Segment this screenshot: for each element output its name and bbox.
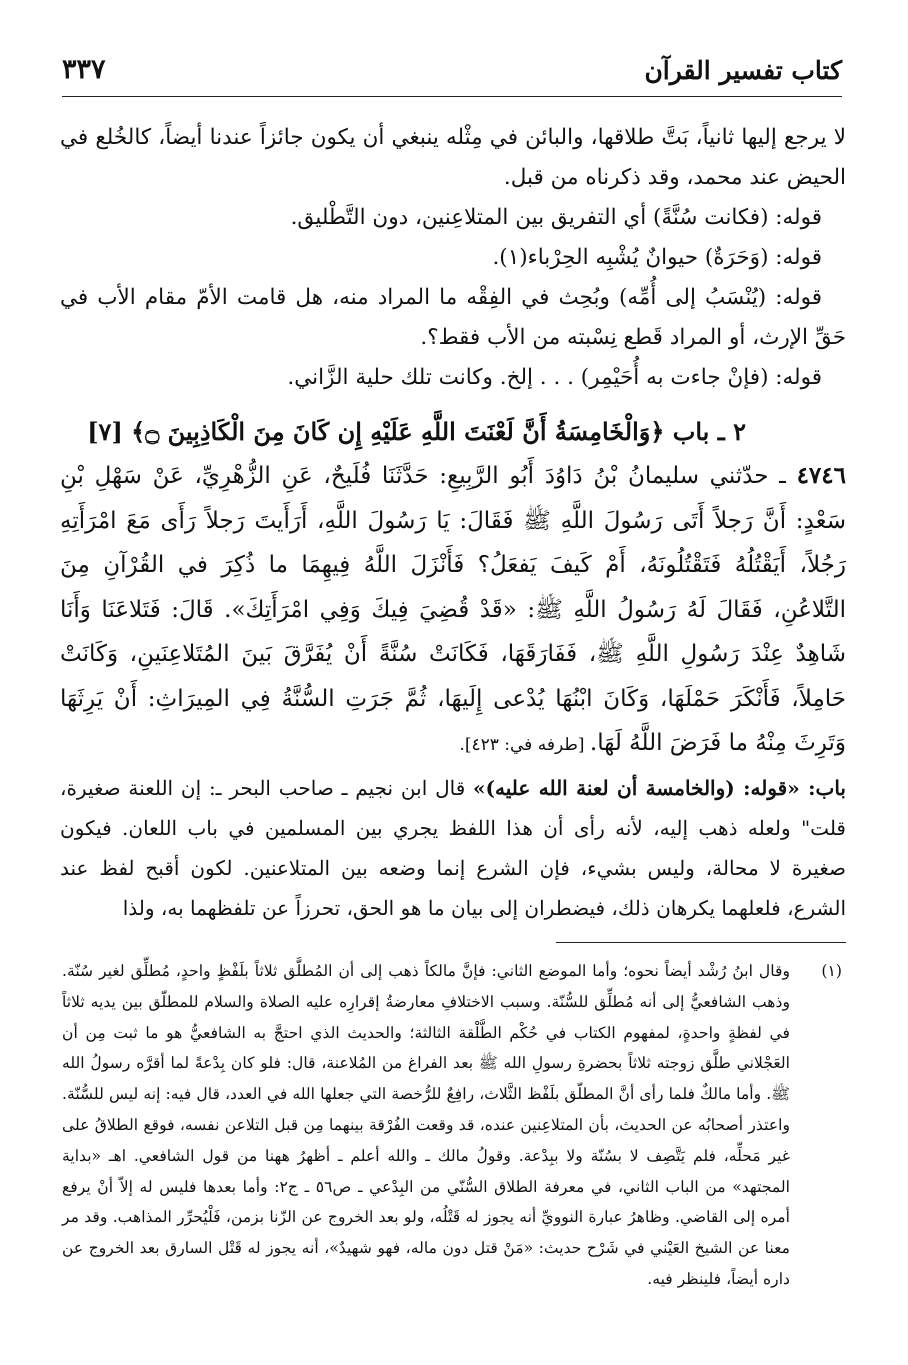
footnote-text: وقال ابنُ رُشْد أيضاً نحوه؛ وأما الموضع الثاني: فإنَّ مالكاً ذهب إلى أن المُطلَّق ثلاثاً بلَفْظٍ واحدٍ، مُطلِّق لغير سُنّة. وذهب الشافعيُّ إلى أنه مُطلِّق للسُّنّة. وسبب الاختلافِ معارضةُ إقرارِه عليه الصلاة والسلام للمطلّق بين يديه ثلاثاً في لفظةٍ واحدةٍ، لمفهوم الكتاب في حُكْم الطَّلْقة الثالثة؛ والحديث الذي احتجَّ به الشافعيُّ هو ما ثبت مِن أن العَجْلاني طلَّق زوجته ثلاثاً بحضرةِ رسولِ الله ﷺ بعد الفراغ من المُلاعنة، قال: فلو كان بِدْعةً لما أقرَّه رسولُ الله ﷺ. وأما مالكٌ فلما رأى أنَّ المطلّق بلَفْظ الثَّلاث، رافِعٌ للرُّخصة التي جعلها الله في العدد، قال فيه: إنه ليس للسُّنّة. واعتذر أصحابُه عن الحديث، بأن المتلاعِنين عنده، قد وقعت الفُرْقة بينهما مِن قبل التلاعن نفسه، فوقع الطلاقُ على غير مَحلِّه، فلم يَتَّصِف لا بسُنّة ولا ببِدْعة. وقولُ مالك ـ والله أعلم ـ أظهرُ ههنا من قول الشافعي. اهـ «بداية المجتهد» من الباب الثاني، في معرفة الطلاق السُّنّي من البِدْعي ـ ص٥٦ ـ ج٢: وأما بعدها فليس له إلاّ أنْ يرفع أمره إلى القاضي. وظاهرُ عبارة النوويِّ أنه يجوز له قَتْلُه، ولو بعد الخروج عن الزّنا بزمن، فَلْيُحرِّر المذاهب. وقد مر معنا عن الشيخ العَيْني في شَرْح حديث: «مَنْ قتل دون ماله، فهو شهيدٌ»، أنه يجوز له قَتْل السارق بعد الخروج عن داره أيضاً، فلينظر فيه. (62, 962, 791, 1288)
footnote-divider (556, 942, 846, 943)
footnote (62, 956, 842, 1295)
running-title: كتاب تفسير القرآن (644, 56, 842, 85)
running-header (62, 48, 842, 97)
footnote-marker: (١) (821, 962, 842, 980)
commentary-line-sunnah: قوله: (فكانت سُنَّةً) أي التفريق بين المتلاعِنين، دون التَّطْليق. (290, 205, 822, 230)
hadith-reference: [طرفه في: ٤٢٣]. (459, 735, 590, 755)
commentary-line-uhaymir: قوله: (فإنْ جاءت به أُحَيْمِر) . . . إلخ. وكانت تلك حلية الزَّاني. (287, 365, 822, 390)
commentary-block (60, 768, 846, 928)
hadith-number: ٤٧٤٦ (796, 462, 846, 489)
hadith-text: ـ حدّثني سليمانُ بْنُ دَاوُدَ أَبُو الرَّبِيعِ: حَدَّثَنَا فُلَيحٌ، عَنِ الزُّهْرِيِّ، عَنْ سَهْلِ بْنِ سَعْدٍ: أَنَّ رَجلاً أَتَى رَسُولَ اللَّهِ ﷺ فَقَالَ: يَا رَسُولَ اللَّهِ، أَرَأَيتَ رَجلاً رَأَى مَعَ امْرَأَتِهِ رَجُلاً، أَيَقْتُلُهُ فَتَقْتُلُونَهُ، أَمْ كَيفَ يَفعَلُ؟ فَأَنْزَلَ اللَّهُ فِيهِمَا ما ذُكِرَ في القُرْآنِ مِنَ التَّلاعُنِ، فَقَالَ لَهُ رَسُولُ اللَّهِ ﷺ: «قَدْ قُضِيَ فِيكَ وَفِي امْرَأَتِكَ». قَالَ: فَتَلاعَنَا وَأَنَا شَاهِدٌ عِنْدَ رَسُولِ اللَّهِ ﷺ، فَفَارَقَهَا، فَكَانَتْ سُنَّةً أَنْ يُفَرَّقَ بَينَ المُتَلاعِنَينِ، وَكَانَتْ حَامِلاً، فَأَنْكَرَ حَمْلَهَا، وَكَانَ ابْنُهَا يُدْعى إِلَيهَا، ثُمَّ جَرَتِ السُّنَّةُ فِي المِيرَاثِ: أَنْ يَرِثَهَا وَتَرِثَ مِنْهُ ما فَرَضَ اللَّهُ لَهَا. (60, 463, 846, 756)
commentary-line-wahara: قوله: (وَحَرَةٌ) حيوانٌ يُشْبِه الحِرْباء(١). (492, 245, 822, 270)
paragraph-continuation: لا يرجع إليها ثانياً، بَتَّ طلاقها، والبائن في مِثْله ينبغي أن يكون جائزاً عندنا أيضاً، كالخُلع في الحيض عند محمد، وقد ذكرناه من قبل. (60, 125, 846, 190)
commentary-text: قال ابن نجيم ـ صاحب البحر ـ: إن اللعنة صغيرة، قلت" ولعله ذهب إليه، لأنه رأى أن هذا اللفظ يجري بين المسلمين في باب اللعان. فيكون صغيرة لا محالة، وليس بشيء، فإن الشرع إنما وضعه بين المتلاعنين. لكون أقبح لفظ عند الشرع، فلعلهما يكرهان ذلك، فيضطران إلى بيان ما هو الحق، تحرزاً عن تلفظهما به، ولذا (60, 775, 846, 920)
hadith-block (60, 454, 846, 768)
main-text (60, 118, 846, 928)
commentary-line-nasab: قوله: (يُنْسَبُ إلى أُمِّه) وبُحِث في الفِقْه ما المراد منه، هل قامت الأمّ مقام الأب في حَقِّ الإرث، أو المراد قَطع نِسْبته من الأب فقط؟. (60, 285, 846, 350)
page-number: ٣٣٧ (62, 54, 106, 85)
chapter-heading: ٢ ـ باب ﴿وَالْخَامِسَةُ أَنَّ لَعْنَتَ اللَّهِ عَلَيْهِ إِن كَانَ مِنَ الْكَاذِبِينَ ۝﴾ [٧] (87, 417, 746, 446)
commentary-heading: باب: «قوله: (والخامسة أن لعنة الله عليه)» (473, 775, 846, 800)
